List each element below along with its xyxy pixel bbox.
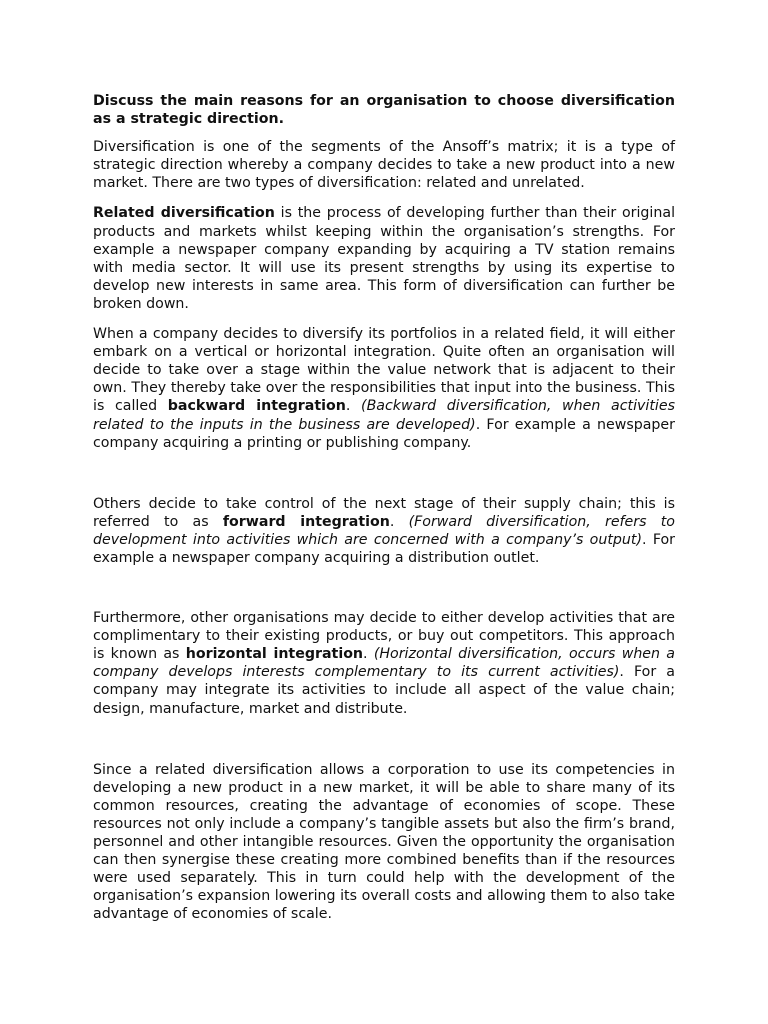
essay-title: Discuss the main reasons for an organisation to choose diversification as a strategic direction.	[93, 93, 675, 128]
forward-definition: (Forward diversification, refers to development into activities which are concerned with a company’s output)	[93, 513, 675, 548]
forward-text-1: Others decide to take control of the next stage of their supply chain; this is referred to as	[93, 495, 675, 530]
forward-text-3: . For example a newspaper company acquiring a distribution outlet.	[93, 531, 675, 566]
spacer	[93, 718, 675, 761]
horizontal-text-3: . For a company may integrate its activities to include all aspect of the value chain; design, manufacture, market and distribute.	[93, 664, 675, 717]
spacer	[93, 567, 675, 609]
backward-text-1: When a company decides to diversify its portfolios in a related field, it will either embark on a vertical or horizontal integration. Quite often an organisation will decide to take over a stage within the value network that is adjacent to their own. They thereby take over the responsibilities that input into the business. This is called	[93, 326, 675, 415]
term-related-diversification: Related diversification	[93, 205, 275, 222]
forward-text-2: .	[389, 513, 409, 530]
horizontal-text-2: .	[363, 646, 374, 663]
paragraph-economies-of-scope: Since a related diversification allows a corporation to use its competencies in developing a new product in a new market, it will be able to share many of its common resources, creating the advantage of economies of scope. These resources not only include a company’s tangible assets but also the firm’s brand, personnel and other intangible resources. Given the opportunity the organisation can then synergise these creating more combined benefits than if the resources were used separately. This in turn could help with the development of the organisation’s expansion lowering its overall costs and allowing them to also take advantage of economies of scale.	[93, 761, 675, 923]
paragraph-related-diversification	[93, 204, 675, 313]
backward-text-2: .	[345, 398, 362, 415]
paragraph-forward-integration	[93, 495, 675, 567]
term-forward-integration: forward integration	[222, 513, 390, 530]
paragraph-horizontal-integration	[93, 609, 675, 718]
horizontal-definition: (Horizontal diversification, occurs when a company develops interests complementary to its current activities)	[93, 646, 675, 681]
horizontal-text-1: Furthermore, other organisations may decide to either develop activities that are complimentary to their existing products, or buy out competitors. This approach is known as	[93, 610, 675, 663]
backward-text-3: . For example a newspaper company acquiring a printing or publishing company.	[93, 416, 675, 451]
paragraph-intro: Diversification is one of the segments of the Ansoff’s matrix; it is a type of strategic direction whereby a company decides to take a new product into a new market. There are two types of diversification: related and unrelated.	[93, 139, 675, 192]
term-horizontal-integration: horizontal integration	[185, 646, 364, 663]
paragraph-related-text: is the process of developing further than their original products and markets whilst keeping within the organisation’s strengths. For example a newspaper company expanding by acquiring a TV station remains with media sector. It will use its present strengths by using its expertise to develop new interests in same area. This form of diversification can further be broken down.	[93, 205, 676, 312]
document-page	[93, 92, 675, 923]
spacer	[93, 452, 675, 495]
paragraph-backward-integration	[93, 325, 675, 452]
backward-definition: (Backward diversification, when activities related to the inputs in the business are developed)	[93, 398, 675, 433]
term-backward-integration: backward integration	[167, 398, 346, 415]
